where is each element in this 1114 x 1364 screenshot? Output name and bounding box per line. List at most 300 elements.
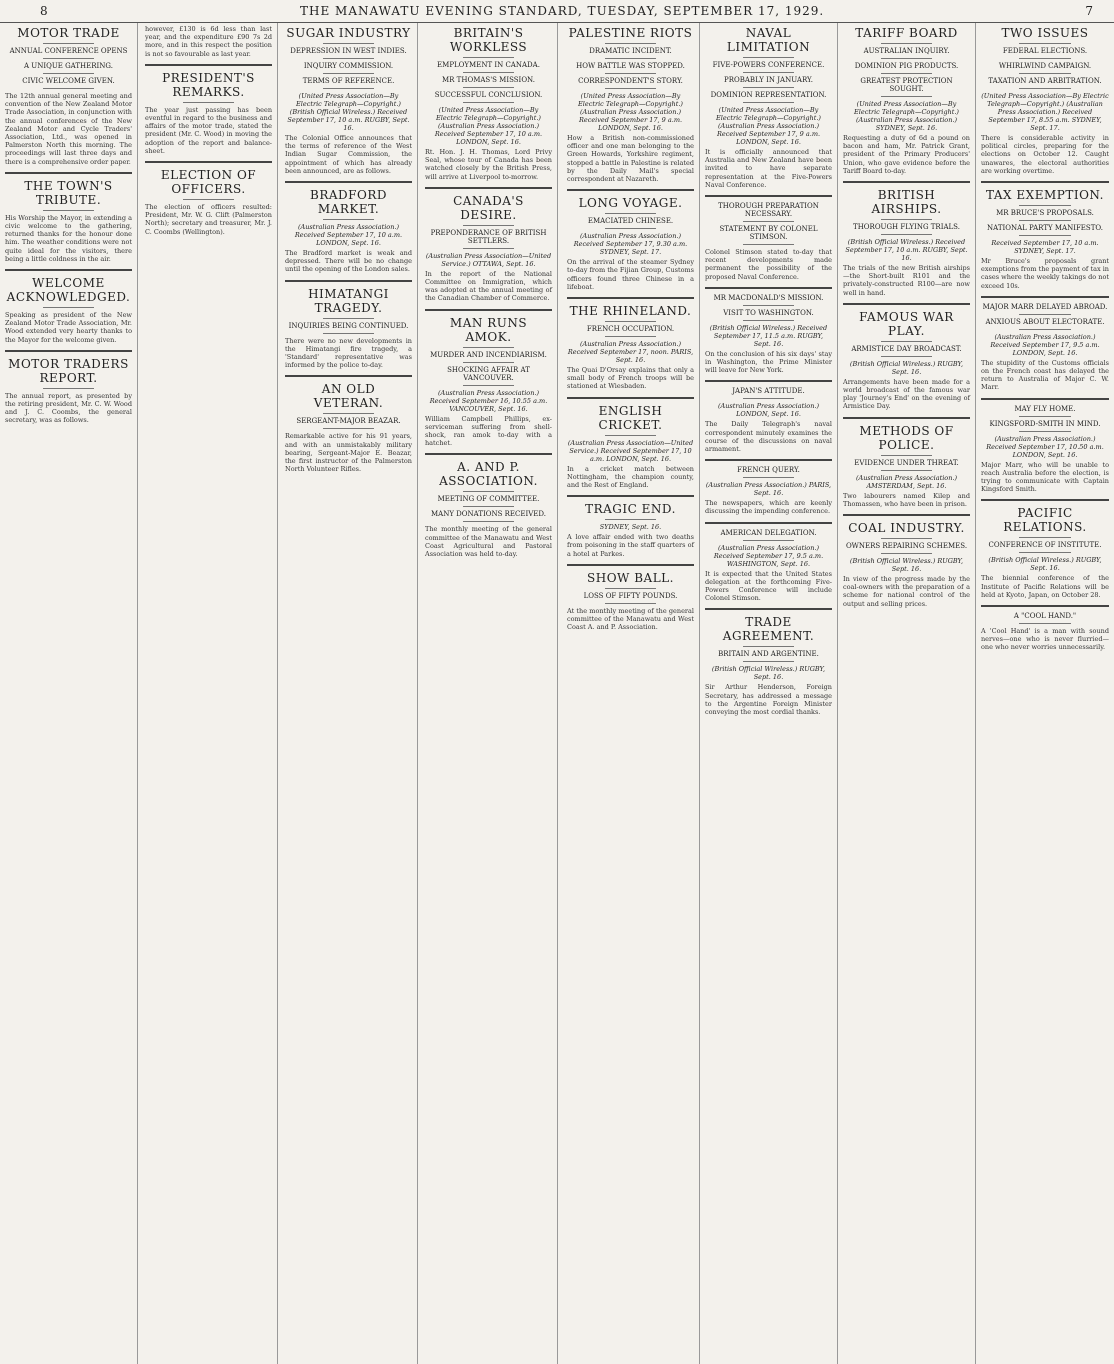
article-body: The Colonial Office announces that the terms of reference of the West Indian Sugar Commission, the appointment of which has already been announced, are as follows. [285,134,412,175]
article-body: A 'Cool Hand' is a man with sound nerves—one who is never flurried—one who never worries unnecessarily. [981,627,1109,652]
article-subheading: ANNUAL CONFERENCE OPENS [9,47,128,55]
article-divider [567,495,694,497]
article-subheading: FRENCH QUERY. [737,466,800,475]
subheading-rule [1019,88,1070,89]
headline-rule [323,413,374,414]
subheading-rule [463,521,514,522]
article-dateline: (Australian Press Association.) Received September 17, 9.30 a.m. SYDNEY, Sept. 17. [573,232,688,257]
article-body: In the report of the National Committee on Immigration, which was adopted at the annual meeting of the Canadian Chamber of Commerce. [425,269,552,303]
article-subheading: DEPRESSION IN WEST INDIES. [290,47,407,55]
article [705,466,832,515]
headline-rule [605,213,656,214]
article-body: Speaking as president of the New Zealand Motor Trade Association, Mr. Wood extended very hearty thanks to the Mayor for the welcome given. [5,311,132,344]
article-dateline: (Australian Press Association.) Received September 17, noon. PARIS, Sept. 16. [567,340,694,365]
subheading-rule [881,234,932,235]
article-body: The newspapers, which are keenly discussing the impending conference. [705,499,832,516]
article-subheading: MURDER AND INCENDIARISM. [430,350,547,359]
headline-rule [463,347,514,348]
page-number-left: 8 [40,4,49,18]
article-dateline: (United Press Association—By Electric Telegraph—Copyright.) (Australian Press Association.) SYDNEY, Sept. 16. [854,100,959,132]
subheading-rule [743,102,794,103]
subheading-rule [1019,552,1070,553]
article-subheading: GREATEST PROTECTION SOUGHT. [860,77,953,93]
newspaper-columns [0,23,1114,1364]
headline-rule [881,43,932,44]
article-subheading: JAPAN'S ATTITUDE. [732,387,805,396]
subheading-rule [881,58,932,59]
article-dateline: SYDNEY, Sept. 16. [599,523,662,532]
article [5,357,132,425]
article-divider [705,195,832,197]
article [425,460,552,558]
article-divider [145,161,272,163]
article-divider [843,303,970,305]
article-body: Two labourers named Kilep and Thomassen, who have been in prison. [843,491,970,508]
article [981,612,1109,652]
article-subheading: MANY DONATIONS RECEIVED. [430,510,547,519]
article-headline: WELCOME ACKNOWLEDGED. [6,276,131,305]
article-headline: TARIFF BOARD [855,26,958,40]
article-subheading: DRAMATIC INCIDENT. [589,47,672,55]
article-subheading: MEETING OF COMMITTEE. [437,495,540,504]
column-5 [562,23,700,1364]
article-dateline: (Australian Press Association.) PARIS, Sept. 16. [705,481,832,498]
article-body: On the conclusion of his six days' stay in Washington, the Prime Minister will leave for New York. [705,349,832,375]
article [285,188,412,274]
article-headline: TRAGIC END. [585,502,676,517]
article [705,202,832,281]
article-subheading: WHIRLWIND CAMPAIGN. [998,62,1092,70]
headline-rule [743,57,794,58]
article-dateline: (British Official Wireless.) Received September 17, 10 a.m. RUGBY, Sept. 16. [845,238,968,263]
article [145,25,272,58]
article-headline: BRADFORD MARKET. [310,188,387,217]
article-headline: BRITAIN'S WORKLESS [449,26,528,54]
subheading-rule [605,603,656,604]
article-subheading: MR MACDONALD'S MISSION. [713,293,824,302]
headline-rule [605,321,656,322]
subheading-rule [1019,73,1070,74]
headline-rule [463,491,514,492]
article [705,294,832,375]
article-body: On the arrival of the steamer Sydney to-day from the Fijian Group, Customs officers found three Chinese in a lifeboat. [567,258,694,291]
article [425,26,552,181]
subheading-rule [323,58,374,59]
article-subheading: THOROUGH PREPARATION NECESSARY. [718,202,819,219]
article-body: How a British non-commissioned officer and one man belonging to the Green Howards, Yorkshire regiment, stopped a battle in Palestine is related by the Daily Mail's special correspondent at Nazareth. [567,134,694,184]
headline-rule [43,43,94,44]
article [981,506,1109,599]
article-headline: PRESIDENT'S REMARKS. [162,70,255,99]
headline-rule [183,199,234,200]
headline-rule [43,388,94,389]
article-dateline: (Australian Press Association.) AMSTERDAM, Sept. 16. [856,473,957,490]
subheading-rule [463,506,514,507]
headline-rule [463,57,514,58]
article [145,168,272,236]
subheading-rule [323,73,374,74]
article-dateline: (Australian Press Association—United Service.) OTTAWA, Sept. 16. [425,251,552,268]
article-body: In a cricket match between Nottingham, the champion county, and the Rest of England. [567,464,694,490]
article [843,188,970,297]
article [705,26,832,189]
article-body: It is officially announced that Australia and New Zealand have been invited to have separate representation at the Five-Powers Naval Conference. [705,148,832,189]
article [285,26,412,175]
article-divider [705,459,832,461]
subheading-rule [881,73,932,74]
article-dateline: (British Official Wireless.) Received September 17, 11.5 a.m. RUGBY, Sept. 16. [709,323,828,348]
newspaper-title: THE MANAWATU EVENING STANDARD, TUESDAY, SEPTEMBER 17, 1929. [300,4,825,18]
column-1 [0,23,138,1364]
article-divider [705,380,832,382]
article-headline: BRITISH AIRSHIPS. [871,188,942,217]
subheading-rule [743,244,794,245]
headline-rule [43,307,94,308]
column-8 [976,23,1114,1364]
article-body: His Worship the Mayor, in extending a civic welcome to the gathering, returned thanks for the honour done him. The weather conditions were not quite ideal for the visitors, there being a little coldness in the air. [5,213,132,263]
article-subheading: VISIT TO WASHINGTON. [723,308,814,317]
subheading-rule [463,248,514,249]
subheading-rule [743,87,794,88]
article-divider [5,269,132,271]
article-body: The 12th annual general meeting and convention of the New Zealand Motor Trade Association, in conjunction with the annual conferences of the New Zealand Motor and Cycle Traders' Association, Ltd., was opened in Palmerston North this morning. The proceedings will last three days and there is a comprehensive order paper. [5,92,132,166]
article-subheading: STATEMENT BY COLONEL STIMSON. [719,225,818,242]
subheading-rule [605,58,656,59]
article [425,194,552,303]
article-subheading: PROBABLY IN JANUARY. [724,76,813,84]
article-divider [843,417,970,419]
subheading-rule [1019,329,1070,330]
article-headline: PALESTINE RIOTS [568,26,693,40]
article-body: Mr Bruce's proposals grant exemptions from the payment of tax in cases where the weekly takings do not exceed 10s. [981,257,1109,290]
headline-rule [881,341,932,342]
article [567,571,694,632]
article [705,387,832,453]
article-divider [425,453,552,455]
article-body: The biennial conference of the Institute of Pacific Relations will be held at Kyoto, Japan, on October 28. [981,574,1109,599]
subheading-rule [1019,220,1070,221]
article-body: however, £130 is 6d less than last year, and the expenditure £90 7s 2d more, and in this respect the position is not so favourable as last year. [145,25,272,58]
article-subheading: SHOCKING AFFAIR AT VANCOUVER. [447,365,530,382]
article-dateline: (British Official Wireless.) RUGBY, Sept. 16. [849,359,964,376]
article-subheading: FRENCH OCCUPATION. [586,325,675,334]
article [5,276,132,344]
article [425,316,552,448]
article-subheading: INQUIRIES BEING CONTINUED. [288,321,409,330]
article-subheading: TAXATION AND ARBITRATION. [988,77,1102,85]
article-subheading: NATIONAL PARTY MANIFESTO. [987,224,1103,233]
article-headline: SHOW BALL. [587,570,674,585]
article-subheading: LOSS OF FIFTY POUNDS. [583,591,678,600]
article-body: The monthly meeting of the general committee of the Manawatu and West Coast Agricultural and Pastoral Association was held to-day. [425,525,552,559]
article-subheading: CIVIC WELCOME GIVEN. [22,77,115,85]
article-headline: MOTOR TRADERS REPORT. [8,356,129,385]
article-body: In view of the progress made by the coal-owners with the preparation of a scheme for national control of the output and selling prices. [843,575,970,608]
article-divider [5,172,132,174]
subheading-rule [1019,235,1070,236]
column-6 [700,23,838,1364]
article-headline: TWO ISSUES [1001,26,1089,40]
article-dateline: (United Press Association—By Electric Telegraph—Copyright.) (British Official Wireless.) Received September 17, 10 a.m. RUGBY, Sept. 16. [287,92,410,132]
subheading-rule [323,333,374,334]
article-body: The Bradford market is weak and depressed. There will be no change until the opening of the London sales. [285,249,412,274]
article-body: The stupidity of the Customs officials on the French coast has delayed the return to Australia of Major C. W. Marr. [981,358,1109,392]
article-divider [285,375,412,377]
subheading-rule [323,88,374,89]
subheading-rule [463,362,514,363]
article [567,196,694,291]
article-headline: METHODS OF POLICE. [859,423,954,452]
column-3 [280,23,418,1364]
article [981,26,1109,175]
subheading-rule [743,477,794,478]
article-dateline: (United Press Association—By Electric Telegraph—Copyright.) (Australian Press Association.) Received September 17, 9 a.m. LONDON, Sept. 16. [716,106,821,146]
article [567,404,694,490]
article-subheading: A UNIQUE GATHERING. [24,62,113,70]
article-headline: COAL INDUSTRY. [848,521,965,536]
article-body: There is considerable activity in political circles, preparing for the elections on October 12. Caught unawares, the electoral authorities are working overtime. [981,134,1109,175]
article-dateline: (British Official Wireless.) RUGBY, Sept. 16. [988,556,1102,573]
headline-rule [605,588,656,589]
article-divider [285,181,412,183]
subheading-rule [743,661,794,662]
article-subheading: INQUIRY COMMISSION. [303,62,394,70]
article-body: There were no new developments in the Himatangi fire tragedy, a 'Standard' representative was informed by the police to-day. [285,336,412,370]
article-subheading: FIVE-POWERS CONFERENCE. [712,61,825,69]
article-subheading: AMERICAN DELEGATION. [720,528,817,537]
article-headline: THE RHINELAND. [569,304,692,319]
subheading-rule [43,88,94,89]
article-divider [981,605,1109,607]
article-dateline: (Australian Press Association.) Received September 17, 10.50 a.m. LONDON, Sept. 16. [986,434,1104,459]
article-dateline: (Australian Press Association.) Received September 17, 9.5 a.m. WASHINGTON, Sept. 16. [713,543,824,568]
article-dateline: (Australian Press Association.) LONDON, Sept. 16. [718,402,819,419]
article-divider [425,187,552,189]
subheading-rule [605,336,656,337]
article-dateline: (United Press Association—By Electric Telegraph—Copyright.) (Australian Press Association.) Received September 17, 10 a.m. LONDON, Sept. 16. [434,106,543,146]
article-divider [843,514,970,516]
headline-rule [881,538,932,539]
headline-rule [881,455,932,456]
article-headline: AN OLD VETERAN. [313,382,384,411]
article-divider [705,522,832,524]
subheading-rule [1019,314,1070,315]
headline-rule [1019,43,1070,44]
article-headline: TAX EXEMPTION. [986,188,1104,203]
article-subheading: AUSTRALIAN INQUIRY. [863,47,950,55]
subheading-rule [743,221,794,222]
article-subheading: MR THOMAS'S MISSION. [442,76,535,84]
article-divider [567,297,694,299]
article-headline: PACIFIC RELATIONS. [1003,506,1087,535]
article-subheading: DOMINION PIG PRODUCTS. [854,62,959,70]
article-subheading: THOROUGH FLYING TRIALS. [853,223,960,232]
article-subheading: ARMISTICE DAY BROADCAST. [851,344,962,353]
article [5,179,132,263]
article-headline: TRADE AGREEMENT. [722,615,815,644]
article-subheading: TERMS OF REFERENCE. [302,77,395,85]
subheading-rule [1019,431,1070,432]
subheading-rule [881,470,932,471]
article-divider [425,309,552,311]
article-body: A love affair ended with two deaths from poisoning in the staff quarters of a hotel at Parkes. [567,533,694,558]
subheading-rule [43,58,94,59]
article-body: Major Marr, who will be unable to reach Australia before the election, is trying to communicate with Captain Kingsford Smith. [981,460,1109,494]
article-headline: A. AND P. ASSOCIATION. [439,460,538,489]
article-subheading: EMACIATED CHINESE. [587,217,674,226]
headline-rule [605,43,656,44]
subheading-rule [1019,58,1070,59]
article-subheading: KINGSFORD-SMITH IN MIND. [989,419,1101,428]
article-headline: NAVAL LIMITATION [726,26,811,54]
article [981,303,1109,392]
article-headline: FAMOUS WAR PLAY. [859,309,954,338]
article-body: The Quai D'Orsay explains that only a small body of French troops will be stationed at Wiesbaden. [567,366,694,391]
headline-rule [605,435,656,436]
article-subheading: MAJOR MARR DELAYED ABROAD. [982,302,1108,311]
column-2 [140,23,278,1364]
article-subheading: A "COOL HAND." [1013,612,1077,621]
article-headline: ENGLISH CRICKET. [598,403,663,432]
article-subheading: EVIDENCE UNDER THREAT. [854,458,959,467]
article-divider [981,296,1109,298]
article-divider [5,350,132,352]
article-headline: LONG VOYAGE. [578,196,683,211]
article [843,26,970,175]
subheading-rule [743,305,794,306]
article-headline: MOTOR TRADE [17,26,120,40]
subheading-rule [743,320,794,321]
article-subheading: PREPONDERANCE OF BRITISH SETTLERS. [430,228,547,245]
article-divider [567,564,694,566]
article-divider [567,397,694,399]
article-divider [705,608,832,610]
article-body: The annual report, as presented by the retiring president, Mr. C. W. Wood and J. C. Coombs, the general secretary, was as follows. [5,391,132,425]
article-divider [705,287,832,289]
headline-rule [743,646,794,647]
article-subheading: ANXIOUS ABOUT ELECTORATE. [985,317,1105,326]
article-body: The Daily Telegraph's naval correspondent minutely examines the course of the discussions on naval armament. [705,420,832,454]
headline-rule [323,43,374,44]
article-body: At the monthly meeting of the general committee of the Manawatu and West Coast A. and P. Association. [567,606,694,632]
headline-rule [605,519,656,520]
article [981,188,1109,290]
column-4 [420,23,558,1364]
article-dateline: (United Press Association—By Electric Telegraph—Copyright.) (Australian Press Association.) Received September 17, 9 a.m. LONDON, Sept. 16. [578,92,683,132]
subheading-rule [463,72,514,73]
article-headline: CANADA'S DESIRE. [453,193,524,222]
subheading-rule [323,428,374,429]
article-dateline: (British Official Wireless.) RUGBY, Sept. 16. [711,665,826,682]
headline-rule [463,225,514,226]
article-divider [981,398,1109,400]
article-subheading: HOW BATTLE WAS STOPPED. [576,62,685,70]
article-subheading: CORRESPONDENT'S STORY. [578,77,683,85]
article-headline: HIMATANGI TRAGEDY. [308,286,389,315]
article-body: Arrangements have been made for a world broadcast of the famous war play 'Journey's End' on the evening of Armistice Day. [843,377,970,411]
article-subheading: EMPLOYMENT IN CANADA. [437,61,540,69]
article-body: Sir Arthur Henderson, Foreign Secretary, has addressed a message to the Argentine Foreign Minister conveying the most cordial thanks. [705,683,832,717]
subheading-rule [43,73,94,74]
article-headline: THE TOWN'S TRIBUTE. [24,178,113,207]
article-subheading: CONFERENCE OF INSTITUTE. [988,541,1102,550]
headline-rule [1019,537,1070,538]
subheading-rule [881,96,932,97]
article [705,529,832,603]
subheading-rule [605,88,656,89]
article-subheading: OWNERS REPAIRING SCHEMES. [845,542,968,551]
article-divider [285,280,412,282]
article-body: Remarkable active for his 91 years, and with an unmistakably military bearing, Sergeant-Major E. Beazar, the first instructor of the Palmerston North Volunteer Rifles. [285,432,412,474]
article-subheading: MR BRUCE'S PROPOSALS. [996,209,1094,218]
article [567,304,694,391]
article-body: William Campbell Phillips, ex-serviceman suffering from shell-shock, ran amok to-day with a hatchet. [425,414,552,448]
article-divider [843,181,970,183]
headline-rule [43,210,94,211]
article-dateline: (Australian Press Association—United Service.) Received September 17, 10 a.m. LONDON, Sept. 16. [567,438,694,463]
article-dateline: (Australian Press Association.) Received September 17, 9.5 a.m. LONDON, Sept. 16. [990,332,1100,357]
subheading-rule [463,87,514,88]
article-headline: MAN RUNS AMOK. [449,315,528,344]
article-subheading: SUCCESSFUL CONCLUSION. [434,91,543,99]
article [843,424,970,508]
article-divider [981,181,1109,183]
article [567,26,694,183]
subheading-rule [881,553,932,554]
article [843,521,970,608]
headline-rule [323,318,374,319]
article-dateline: (United Press Association—By Electric Telegraph—Copyright.) (Australian Press Association.) Received September 17, 8.55 a.m. SYDNEY, Sept. 17. [981,92,1109,132]
column-7 [838,23,976,1364]
article-body: The year just passing has been eventful in regard to the business and affairs of the motor trade, stated the president (Mr. C. Wood) in moving the adoption of the report and balance-sheet. [145,105,272,155]
subheading-rule [881,356,932,357]
article-divider [567,189,694,191]
article-body: Rt. Hon. J. H. Thomas, Lord Privy Seal, whose tour of Canada has been watched closely by the British Press, will arrive at Liverpool to-morrow. [425,148,552,181]
subheading-rule [463,102,514,103]
article-subheading: DOMINION REPRESENTATION. [710,91,827,99]
subheading-rule [743,540,794,541]
article-divider [145,64,272,66]
article-headline: ELECTION OF OFFICERS. [160,168,257,197]
page-number: 7 [1085,4,1094,18]
subheading-rule [743,72,794,73]
article-subheading: BRITAIN AND ARGENTINE. [718,650,819,659]
headline-rule [183,102,234,103]
subheading-rule [463,385,514,386]
article-body: The election of officers resulted: President, Mr. W. G. Clift (Palmerston North); secretary and treasurer, Mr. J. C. Coombs (Wellington). [145,203,272,236]
article-dateline: (Australian Press Association.) Received September 16, 10.55 a.m. VANCOUVER, Sept. 16. [429,388,548,413]
article-headline: SUGAR INDUSTRY [286,26,411,40]
subheading-rule [605,228,656,229]
article-dateline: (British Official Wireless.) RUGBY, Sept. 16. [849,557,964,574]
article-dateline: Received September 17, 10 a.m. SYDNEY, Sept. 17. [991,239,1099,256]
article [145,71,272,155]
headline-rule [1019,205,1070,206]
article-subheading: MAY FLY HOME. [1014,404,1076,413]
masthead [0,0,1114,23]
article-body: The trials of the new British airships—the Short-built R101 and the privately-constructed R100—are now well in hand. [843,264,970,297]
article-subheading: SERGEANT-MAJOR BEAZAR. [296,417,401,426]
article [285,287,412,370]
article [567,502,694,558]
subheading-rule [1019,416,1070,417]
article-divider [981,499,1109,501]
article-body: Requesting a duty of 6d a pound on bacon and ham, Mr. Patrick Grant, president of the Primary Producers' Union, who gave evidence before the Tariff Board to-day. [843,134,970,175]
article-subheading: FEDERAL ELECTIONS. [1002,47,1088,55]
article-dateline: (Australian Press Association.) Received September 17, 10 a.m. LONDON, Sept. 16. [294,223,403,248]
article-body: It is expected that the United States delegation at the forthcoming Five-Powers Conference will include Colonel Stimson. [705,569,832,603]
article [285,382,412,473]
